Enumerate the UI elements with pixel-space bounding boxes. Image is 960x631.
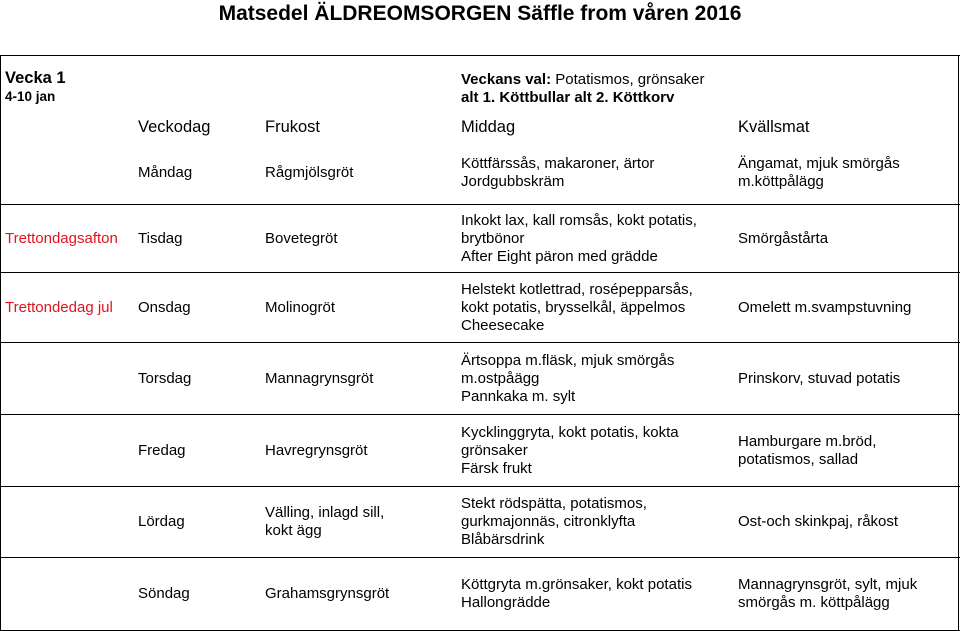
breakfast-cell-line: Mannagrynsgröt [265,370,374,387]
lunch-cell-line: Blåbärsdrink [461,531,545,548]
lunch-cell-line: Hallongrädde [461,594,551,611]
lunch-cell-line: Pannkaka m. sylt [461,388,576,405]
lunch-cell-line: Köttgryta m.grönsaker, kokt potatis [461,576,692,593]
dinner-cell [738,299,911,317]
weekday-cell [138,164,192,182]
lunch-cell [461,281,693,335]
dinner-cell-line: Smörgåstårta [738,230,829,247]
lunch-cell-line: brytbönor [461,230,525,247]
weekday-cell-line: Söndag [138,585,190,602]
holiday-label [5,230,118,248]
lunch-cell-line: gurkmajonnäs, citronklyfta [461,513,636,530]
table-border-right [958,55,959,631]
holiday-label [5,299,113,317]
lunch-cell-line: Stekt rödspätta, potatismos, [461,495,647,512]
page-title: Matsedel ÄLDREOMSORGEN Säffle from våren 2016 [218,2,742,25]
week-dates: 4-10 jan [5,89,56,104]
lunch-cell-line: Färsk frukt [461,460,532,477]
weekday-cell-line: Tisdag [138,230,183,247]
holiday-label-line: Trettondagsafton [5,230,118,247]
dinner-cell-line: m.köttpålägg [738,173,824,190]
row-divider [0,342,960,343]
row-divider [0,557,960,558]
breakfast-cell-line: Grahamsgrynsgröt [265,585,390,602]
lunch-cell-line: Inkokt lax, kall romsås, kokt potatis, [461,212,697,229]
dinner-cell [738,433,876,469]
lunch-cell [461,576,692,612]
dinner-cell [738,513,898,531]
weekday-cell-line: Lördag [138,513,185,530]
breakfast-cell-line: Rågmjölsgröt [265,164,354,181]
header-breakfast: Frukost [265,118,321,136]
lunch-cell-line: kokt potatis, brysselkål, äppelmos [461,299,686,316]
lunch-cell-line: Cheesecake [461,317,545,334]
breakfast-cell [265,299,335,317]
row-divider [0,204,960,205]
weekday-cell [138,442,186,460]
holiday-label-line: Trettondedag jul [5,299,113,316]
weekday-cell-line: Måndag [138,164,193,181]
header-day: Veckodag [138,118,211,136]
breakfast-cell [265,370,373,388]
dinner-cell-line: Omelett m.svampstuvning [738,299,912,316]
breakfast-cell-line: Välling, inlagd sill, [265,504,385,521]
row-divider [0,414,960,415]
lunch-cell-line: Kycklinggryta, kokt potatis, kokta [461,424,679,441]
lunch-cell [461,155,654,191]
week-label: Vecka 1 [5,69,66,87]
header-lunch: Middag [461,118,516,136]
dinner-cell [738,230,828,248]
breakfast-cell-line: kokt ägg [265,522,322,539]
breakfast-cell [265,164,353,182]
table-border-top [0,55,960,56]
weekly-choice-label: Veckans val: [461,71,552,88]
weekly-choice-text: Potatismos, grönsaker [555,71,705,88]
weekday-cell-line: Fredag [138,442,186,459]
breakfast-cell-line: Bovetegröt [265,230,338,247]
weekly-choice-alternatives: alt 1. Köttbullar alt 2. Köttkorv [461,89,675,106]
lunch-cell-line: grönsaker [461,442,528,459]
header-dinner: Kvällsmat [738,118,810,136]
lunch-cell-line: Ärtsoppa m.fläsk, mjuk smörgås [461,352,675,369]
dinner-cell-line: potatismos, sallad [738,451,859,468]
lunch-cell-line: After Eight päron med grädde [461,248,658,265]
breakfast-cell-line: Molinogröt [265,299,336,316]
weekday-cell [138,299,191,317]
dinner-cell-line: Ängamat, mjuk smörgås [738,155,900,172]
weekday-cell [138,513,185,531]
breakfast-cell [265,230,338,248]
lunch-cell [461,495,647,549]
weekday-cell [138,585,190,603]
lunch-cell-line: Köttfärssås, makaroner, ärtor [461,155,655,172]
dinner-cell [738,370,900,388]
breakfast-cell-line: Havregrynsgröt [265,442,368,459]
lunch-cell [461,352,674,406]
breakfast-cell [265,442,368,460]
lunch-cell-line: m.ostpåägg [461,370,540,387]
lunch-cell [461,424,679,478]
breakfast-cell [265,504,384,540]
weekday-cell-line: Torsdag [138,370,192,387]
dinner-cell-line: Mannagrynsgröt, sylt, mjuk [738,576,918,593]
weekly-choice [461,71,704,89]
dinner-cell [738,576,917,612]
table-border-left [0,55,1,631]
dinner-cell-line: Prinskorv, stuvad potatis [738,370,901,387]
row-divider [0,486,960,487]
dinner-cell-line: Hamburgare m.bröd, [738,433,877,450]
dinner-cell [738,155,900,191]
row-divider [0,272,960,273]
weekday-cell-line: Onsdag [138,299,191,316]
breakfast-cell [265,585,389,603]
lunch-cell [461,212,697,266]
dinner-cell-line: smörgås m. köttpålägg [738,594,890,611]
lunch-cell-line: Jordgubbskräm [461,173,565,190]
weekday-cell [138,370,191,388]
dinner-cell-line: Ost-och skinkpaj, råkost [738,513,899,530]
lunch-cell-line: Helstekt kotlettrad, rosépepparsås, [461,281,693,298]
weekday-cell [138,230,182,248]
